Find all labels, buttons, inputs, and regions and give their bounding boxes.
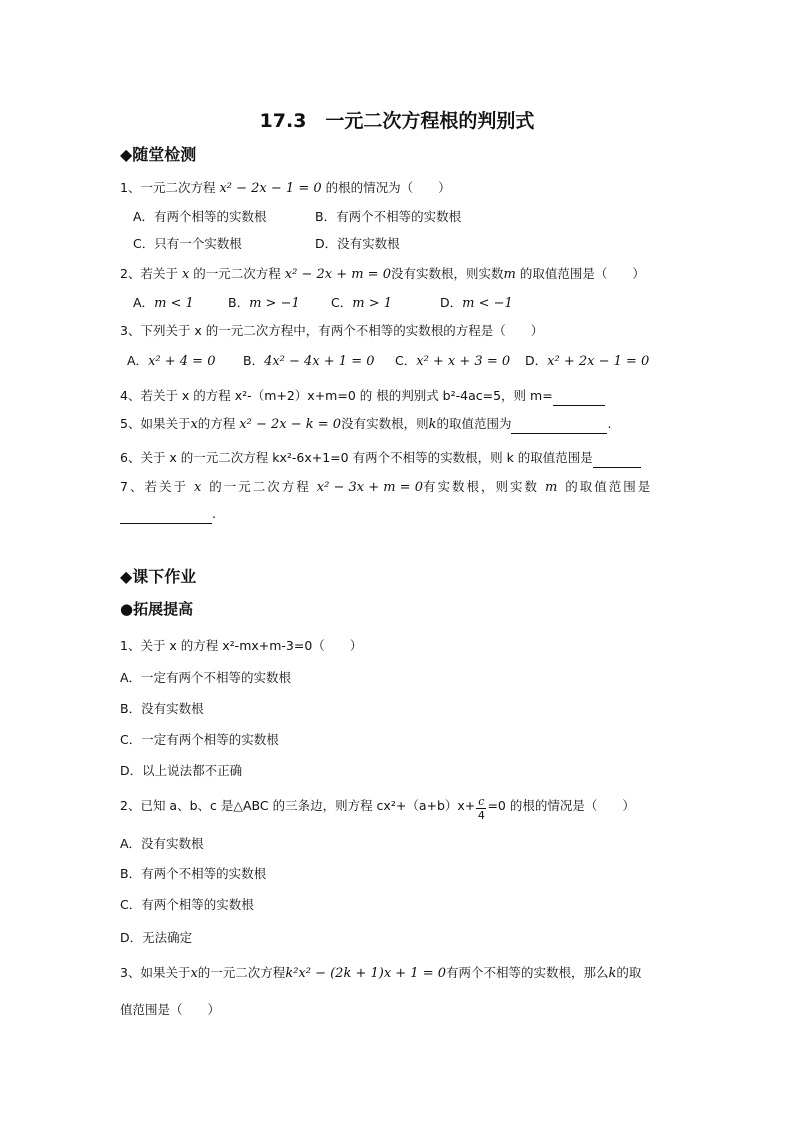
s1-q7-prefix: 7、若关于 <box>120 479 188 494</box>
s1-q2-mid2: 没有实数根，则实数 <box>390 266 504 281</box>
s2-q1-option-c: C．一定有两个相等的实数根 <box>120 732 279 747</box>
s2-question-2 <box>120 796 635 821</box>
s2-q3-var-x: x <box>190 966 198 981</box>
s1-question-3: 3、下列关于 x 的一元二次方程中，有两个不相等的实数根的方程是（ ） <box>120 323 544 338</box>
s1-q7-var-x: x <box>193 480 204 495</box>
s1-q5-var-k: k <box>428 417 437 432</box>
s1-q1-option-b: B．有两个不相等的实数根 <box>315 209 462 224</box>
s1-q5-suffix: 的取值范围为 <box>436 416 512 431</box>
s1-q2-equation: x² − 2x + m = 0 <box>284 267 391 282</box>
s1-q5-prefix: 5、如果关于 <box>120 416 191 431</box>
s2-q3-mid1: 的一元二次方程 <box>197 965 286 980</box>
section-heading-in-class-test: ◆随堂检测 <box>120 145 197 164</box>
s2-q2-option-b: B．有两个不相等的实数根 <box>120 866 267 881</box>
answer-blank <box>120 508 212 524</box>
s1-q2-var-x: x <box>181 267 190 282</box>
s1-question-2 <box>120 264 645 282</box>
s1-q1-option-c: C．只有一个实数根 <box>133 236 242 251</box>
page-title: 17.3 一元二次方程根的判别式 <box>259 110 535 132</box>
s1-q3-option-d: D．x² + 2x − 1 = 0 <box>525 353 650 369</box>
s1-question-1 <box>120 178 451 196</box>
s1-q7-answer-line: . <box>120 506 216 524</box>
s2-q3-equation: k²x² − (2k + 1)x + 1 = 0 <box>285 966 447 981</box>
s1-q3-option-a: A．x² + 4 = 0 <box>127 353 216 369</box>
s2-q3-var-k: k <box>608 966 617 981</box>
s1-q6-text: 6、关于 x 的一元二次方程 kx²-6x+1=0 有两个不相等的实数根，则 k 的取值范围是 <box>120 450 593 465</box>
answer-blank <box>553 390 605 406</box>
s2-q2-option-c: C．有两个相等的实数根 <box>120 897 254 912</box>
s2-q2-suffix: =0 的根的情况是（ ） <box>487 798 635 813</box>
s1-q2-mid1: 的一元二次方程 <box>193 266 281 281</box>
s2-question-3 <box>120 963 641 981</box>
s1-question-7 <box>120 477 652 495</box>
s2-q3-prefix: 3、如果关于 <box>120 965 191 980</box>
s1-q2-option-a: A．m < 1 <box>133 295 194 311</box>
s1-q1-prefix: 1、一元二次方程 <box>120 180 216 195</box>
s1-question-4 <box>120 386 605 406</box>
s2-question-3-line2: 值范围是（ ） <box>120 1002 221 1017</box>
s1-q7-suffix: 的取值范围是 <box>565 479 653 494</box>
s2-q1-option-b: B．没有实数根 <box>120 701 204 716</box>
s1-q1-suffix: 的根的情况为（ ） <box>325 180 451 195</box>
answer-blank <box>511 418 607 434</box>
s1-q3-option-c: C．x² + x + 3 = 0 <box>395 353 511 369</box>
s2-q1-option-d: D．以上说法都不正确 <box>120 763 243 778</box>
s1-q2-option-c: C．m > 1 <box>331 295 392 311</box>
s1-q2-var-m: m <box>503 267 516 282</box>
s1-q3-option-b: B．4x² − 4x + 1 = 0 <box>243 353 375 369</box>
s1-q7-mid1: 的一元二次方程 <box>209 479 311 494</box>
s1-q4-text: 4、若关于 x 的方程 x²-（m+2）x+m=0 的 根的判别式 b²-4ac=5，则 m= <box>120 388 553 403</box>
s1-q1-option-a: A．有两个相等的实数根 <box>133 209 267 224</box>
s1-q2-suffix: 的取值范围是（ ） <box>519 266 645 281</box>
s2-q3-suffix: 的取 <box>616 965 642 980</box>
s1-q5-equation: x² − 2x − k = 0 <box>239 417 342 432</box>
section-heading-homework: ◆课下作业 <box>120 567 197 586</box>
s1-q1-option-d: D．没有实数根 <box>315 236 400 251</box>
subsection-heading-extension: ●拓展提高 <box>120 600 194 618</box>
s1-q5-mid2: 没有实数根，则 <box>341 416 429 431</box>
s2-q2-prefix: 2、已知 a、b、c 是△ABC 的三条边，则方程 cx²+（a+b）x+ <box>120 798 476 813</box>
s2-q2-option-d: D．无法确定 <box>120 930 193 945</box>
answer-blank <box>593 452 641 468</box>
s1-q2-option-b: B．m > −1 <box>228 295 300 311</box>
s1-question-6 <box>120 448 641 468</box>
s1-q1-equation: x² − 2x − 1 = 0 <box>219 181 322 196</box>
s1-q5-mid1: 的方程 <box>197 416 236 431</box>
s1-q7-equation: x² − 3x + m = 0 <box>316 480 423 495</box>
s1-question-5 <box>120 414 611 434</box>
s2-q2-option-a: A．没有实数根 <box>120 836 204 851</box>
fraction-c-over-4: $\frac{c}{4}$ <box>477 795 485 822</box>
s2-q1-option-a: A．一定有两个不相等的实数根 <box>120 670 292 685</box>
s1-q2-option-d: D．m < −1 <box>440 295 513 311</box>
s1-q7-var-m: m <box>544 480 560 495</box>
s2-question-1: 1、关于 x 的方程 x²-mx+m-3=0（ ） <box>120 638 363 653</box>
s2-q3-mid2: 有两个不相等的实数根，那么 <box>446 965 609 980</box>
s1-q2-prefix: 2、若关于 <box>120 266 178 281</box>
s1-q5-end: . <box>607 416 612 431</box>
s1-q7-mid2: 有实数根，则实数 <box>422 479 539 494</box>
s1-q5-var-x: x <box>190 417 198 432</box>
